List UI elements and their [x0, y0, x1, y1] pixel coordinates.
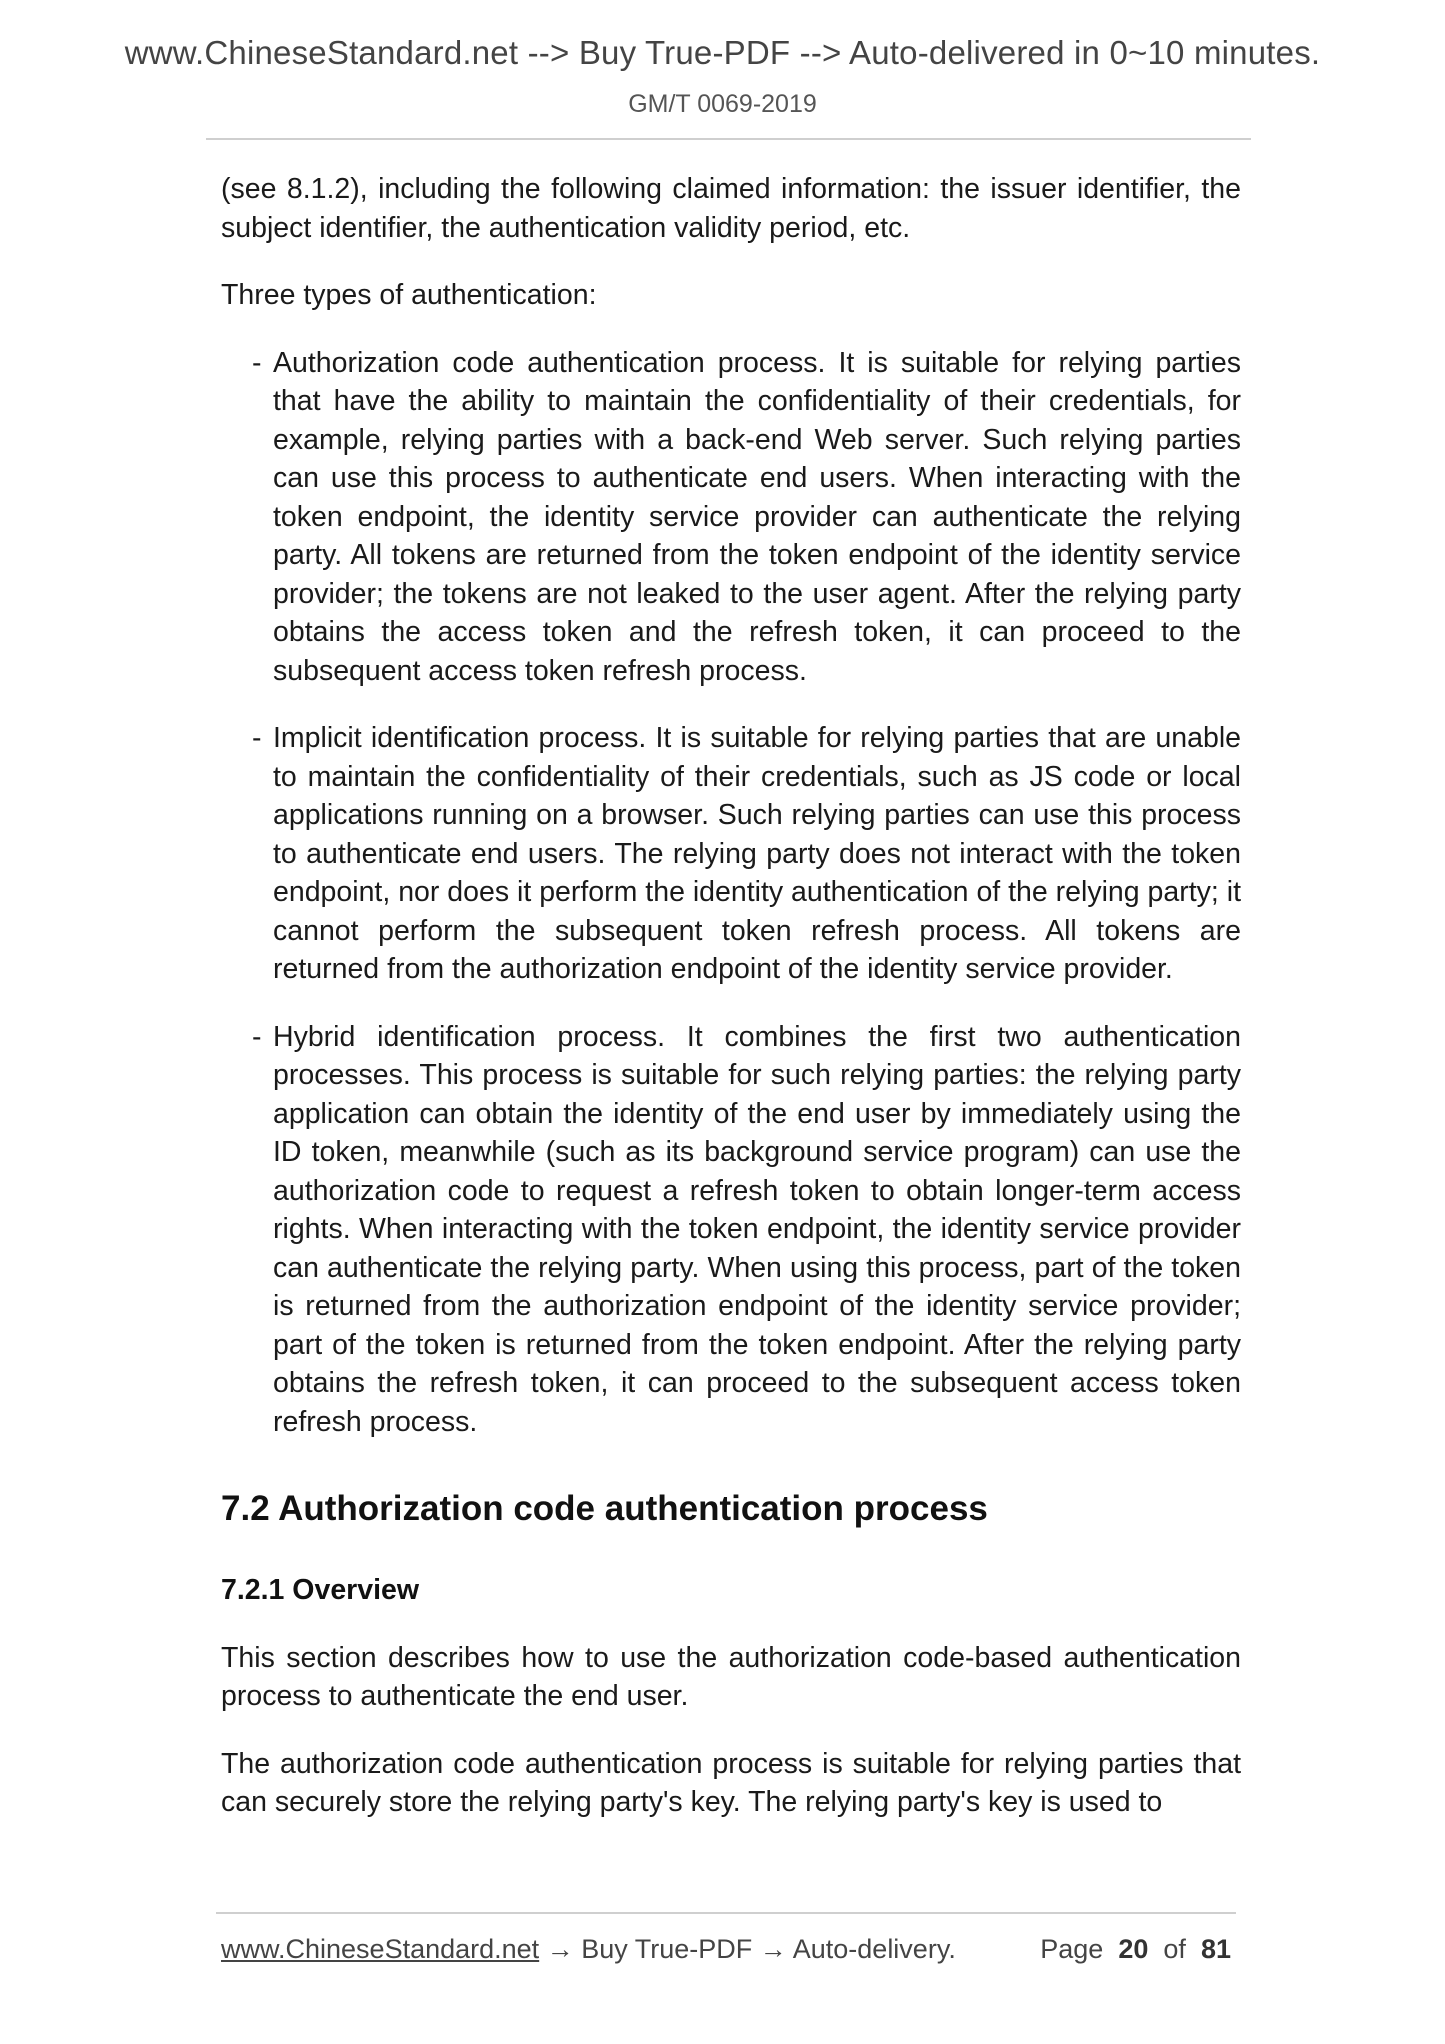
page-number: 20 — [1118, 1934, 1149, 1964]
total-pages: 81 — [1200, 1934, 1231, 1964]
subsection-heading: 7.2.1 Overview — [221, 1574, 420, 1606]
overview-paragraph: This section describes how to use the authorization code-based authentication process to authenticate the end user. — [221, 1641, 1241, 1712]
bullet-text: Implicit identification process. It is suitable for relying parties that are unable to maintain the confidentiality of their credentials, such as JS code or local applications running on a browser. Such relying parties can use this process to authenticate end users. The relying party does not interact with the token endpoint, nor does it perform the identity authentication of the relying party; it cannot perform the subsequent token refresh process. All tokens are returned from the authorization endpoint of the identity service provider. — [273, 722, 1241, 985]
page-content — [221, 170, 1241, 1822]
overview-paragraph-continued: The authorization code authentication process is suitable for relying parties that can securely store the relying party's key. The relying party's key is used to — [221, 1747, 1241, 1818]
intro-paragraph: (see 8.1.2), including the following claimed information: the issuer identifier, the subject identifier, the authentication validity period, etc. — [221, 173, 1241, 244]
footer-divider — [216, 1912, 1236, 1914]
bullet-text: Authorization code authentication process. It is suitable for relying parties that have the ability to maintain the confidentiality of their credentials, for example, relying parties with a back-end Web server. Such relying parties can use this process to authenticate end users. When interacting with the token endpoint, the identity service provider can authenticate the relying party. All tokens are returned from the token endpoint of the identity service provider; the tokens are not leaked to the user agent. After the relying party obtains the access token and the refresh token, it can proceed to the subsequent access token refresh process. — [273, 346, 1241, 687]
section-heading: 7.2 Authorization code authentication process — [221, 1489, 988, 1528]
bullet-dash: - — [252, 346, 262, 379]
list-item — [221, 1018, 1241, 1442]
bullet-dash: - — [252, 722, 262, 754]
list-item — [221, 719, 1241, 989]
footer-suffix: → Buy True-PDF → Auto-delivery. — [539, 1934, 956, 1964]
types-heading: Three types of authentication: — [221, 279, 597, 311]
bullet-text: Hybrid identification process. It combines the first two authentication processes. This process is suitable for such relying parties: the relying party application can obtain the identity of the end user by immediately using the ID token, meanwhile (such as its background service program) can use the authorization code to request a refresh token to obtain longer-term access rights. When interacting with the token endpoint, the identity service provider can authenticate the relying party. When using this process, part of the token is returned from the authorization endpoint of the identity service provider; part of the token is returned from the token endpoint. After the relying party obtains the refresh token, it can proceed to the subsequent access token refresh process. — [273, 1020, 1241, 1438]
page-footer — [221, 1934, 1231, 1965]
site-banner: www.ChineseStandard.net --> Buy True-PDF --> Auto-delivered in 0~10 minutes. — [124, 34, 1321, 71]
page-indicator — [1040, 1934, 1231, 1965]
bullet-dash: - — [252, 1020, 262, 1053]
standard-code: GM/T 0069-2019 — [628, 90, 817, 118]
header-divider — [206, 138, 1251, 140]
page-label: Page — [1040, 1934, 1104, 1964]
footer-site-link[interactable]: www.ChineseStandard.net — [221, 1934, 540, 1964]
list-item — [221, 344, 1241, 691]
of-label: of — [1163, 1934, 1186, 1964]
